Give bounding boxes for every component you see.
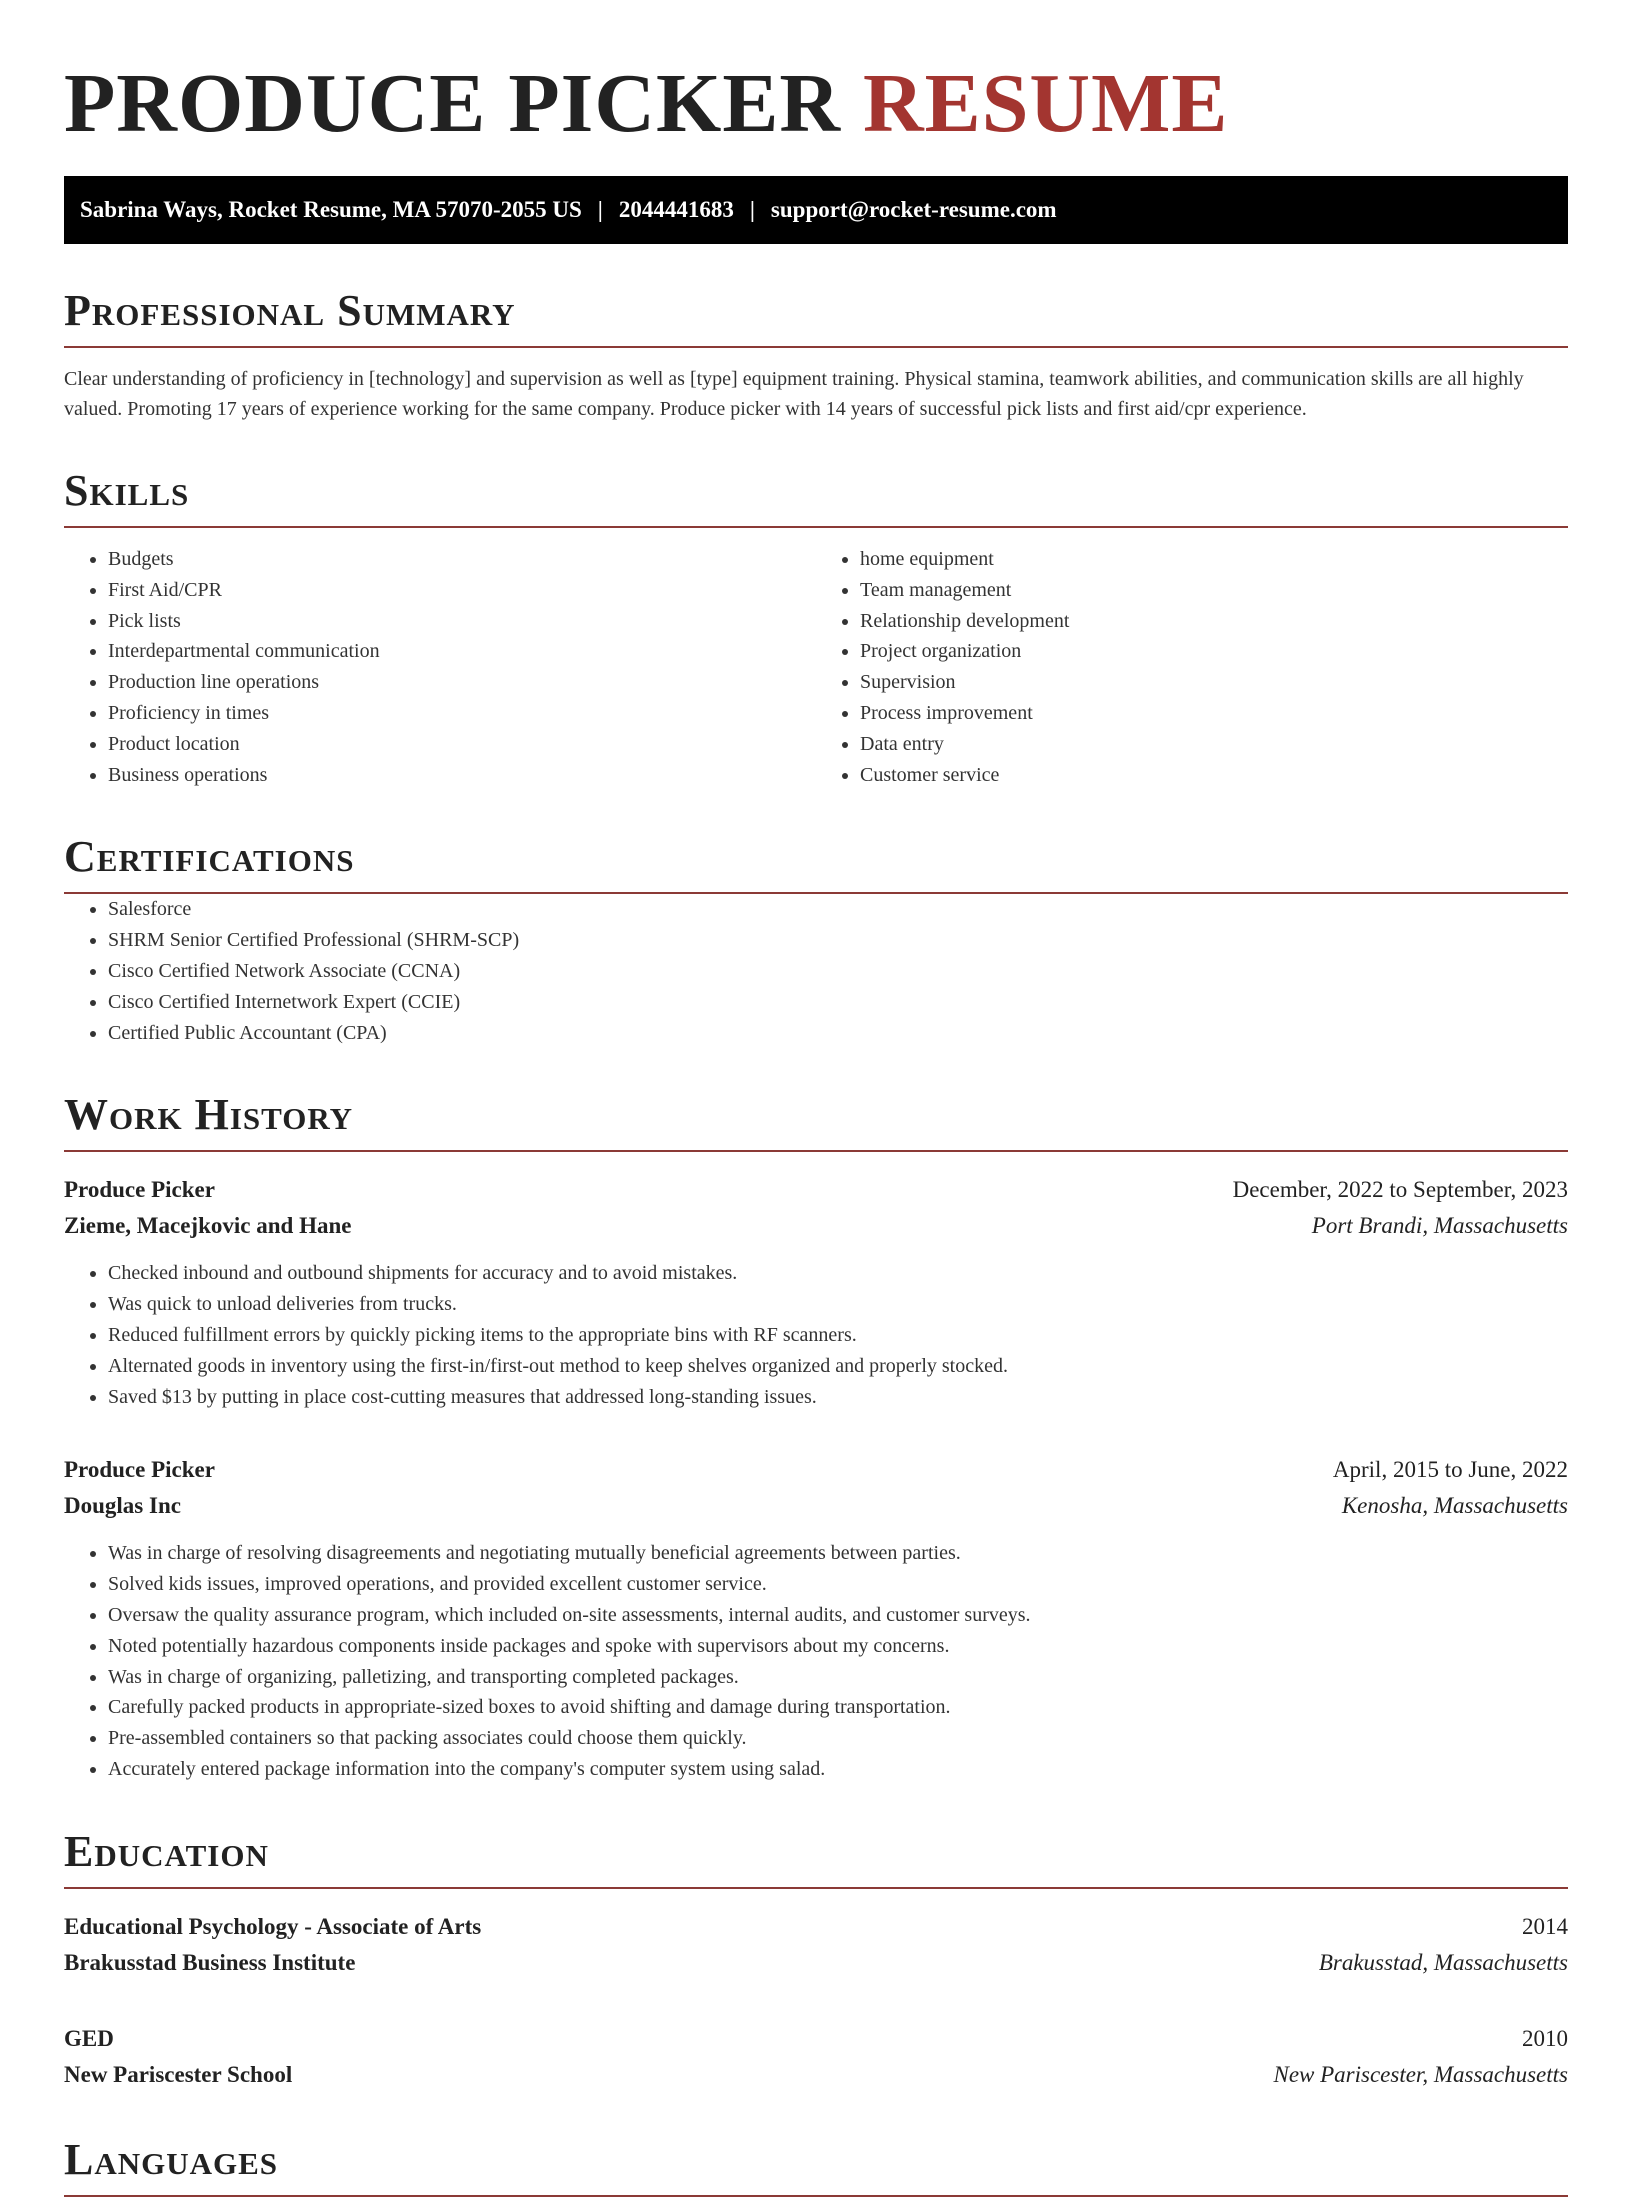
job-bullet: • Noted potentially hazardous components inside packages and spoke with supervisors about my concerns.: [108, 1631, 1568, 1662]
job-company: Douglas Inc: [64, 1493, 181, 1519]
contact-address: Sabrina Ways, Rocket Resume, MA 57070-2055 US: [80, 197, 582, 222]
skill-item: • Team management: [860, 575, 1568, 606]
certification-item: • Cisco Certified Network Associate (CCNA): [108, 956, 1568, 987]
education-entry: [64, 2021, 1568, 2093]
job-title: Produce Picker: [64, 1177, 215, 1203]
job-bullet: • Was quick to unload deliveries from trucks.: [108, 1289, 1568, 1320]
job-bullet: • Reduced fulfillment errors by quickly picking items to the appropriate bins with RF scanners.: [108, 1320, 1568, 1351]
job-bullet: • Accurately entered package information into the company's computer system using salad.: [108, 1754, 1568, 1785]
education-header-row: [64, 2021, 1568, 2057]
certification-item: • Certified Public Accountant (CPA): [108, 1018, 1568, 1049]
resume-page: [0, 56, 1632, 2184]
skill-item: • Pick lists: [108, 606, 816, 637]
skills-heading: Skills: [64, 466, 1568, 528]
summary-text: Clear understanding of proficiency in [technology] and supervision as well as [type] equipment training. Physical stamina, teamwork abilities, and communication skills are all highly valued. Promoting 17 years of experience working for the same company. Produce picker with 14 years of successful pick lists and first aid/cpr experience.: [64, 368, 1524, 420]
education-header-row: [64, 1909, 1568, 1945]
skill-item: • Process improvement: [860, 698, 1568, 729]
skill-item: • First Aid/CPR: [108, 575, 816, 606]
summary-heading: Professional Summary: [64, 286, 1568, 348]
job-bullet: • Oversaw the quality assurance program, which included on-site assessments, internal audits, and customer surveys.: [108, 1600, 1568, 1631]
languages-section: [64, 2135, 1568, 2197]
skill-item: • Supervision: [860, 667, 1568, 698]
job-dates: April, 2015 to June, 2022: [1332, 1457, 1568, 1483]
education-degree: GED: [64, 2025, 114, 2051]
resume-title: [64, 56, 1568, 152]
skill-item: • Product location: [108, 729, 816, 760]
education-school: Brakusstad Business Institute: [64, 1949, 356, 1975]
job-entry: [64, 1452, 1568, 1784]
education-school-row: [64, 2057, 1568, 2093]
contact-email: support@rocket-resume.com: [770, 197, 1057, 222]
education-location: Brakusstad, Massachusetts: [1318, 1949, 1568, 1975]
certifications-section: [64, 832, 1568, 1048]
certification-item: • Salesforce: [108, 894, 1568, 925]
job-bullet: • Alternated goods in inventory using the first-in/first-out method to keep shelves organized and properly stocked.: [108, 1351, 1568, 1382]
job-header-row: [64, 1452, 1568, 1488]
certification-item: • SHRM Senior Certified Professional (SHRM-SCP): [108, 925, 1568, 956]
summary-section: [64, 286, 1568, 424]
job-bullets: [64, 1538, 1568, 1784]
certification-item: • Cisco Certified Internetwork Expert (CCIE): [108, 987, 1568, 1018]
job-title: Produce Picker: [64, 1457, 215, 1483]
skill-item: • Project organization: [860, 636, 1568, 667]
job-bullet: • Checked inbound and outbound shipments for accuracy and to avoid mistakes.: [108, 1258, 1568, 1289]
work-history-section: [64, 1090, 1568, 1784]
education-section: [64, 1827, 1568, 2093]
skill-item: • Interdepartmental communication: [108, 636, 816, 667]
job-company: Zieme, Macejkovic and Hane: [64, 1213, 352, 1239]
languages-heading: Languages: [64, 2135, 1568, 2197]
skill-item: • Proficiency in times: [108, 698, 816, 729]
skill-item: • home equipment: [860, 544, 1568, 575]
certifications-list: [64, 894, 1568, 1048]
job-bullet: • Was in charge of organizing, palletizing, and transporting completed packages.: [108, 1662, 1568, 1693]
job-location: Kenosha, Massachusetts: [1341, 1493, 1568, 1519]
work-history-heading: Work History: [64, 1090, 1568, 1152]
contact-bar: [64, 176, 1568, 244]
job-header-row: [64, 1172, 1568, 1208]
job-company-row: [64, 1208, 1568, 1244]
contact-phone: 2044441683: [618, 197, 734, 222]
job-entry: [64, 1172, 1568, 1412]
job-bullets: [64, 1258, 1568, 1412]
skill-item: • Budgets: [108, 544, 816, 575]
education-year: 2010: [1522, 2025, 1568, 2051]
job-bullet: • Was in charge of resolving disagreements and negotiating mutually beneficial agreements between parties.: [108, 1538, 1568, 1569]
job-dates: December, 2022 to September, 2023: [1232, 1177, 1568, 1203]
education-degree: Educational Psychology - Associate of Arts: [64, 1913, 482, 1939]
title-accent: RESUME: [863, 57, 1229, 150]
skills-columns: [64, 544, 1568, 790]
education-heading: Education: [64, 1827, 1568, 1889]
skills-right-list: [816, 544, 1568, 790]
title-main: PRODUCE PICKER: [64, 57, 842, 150]
skill-item: • Data entry: [860, 729, 1568, 760]
contact-separator: |: [749, 197, 755, 222]
skill-item: • Relationship development: [860, 606, 1568, 637]
job-bullet: • Saved $13 by putting in place cost-cutting measures that addressed long-standing issues.: [108, 1382, 1568, 1413]
skill-item: • Customer service: [860, 760, 1568, 791]
skill-item: • Business operations: [108, 760, 816, 791]
education-school: New Pariscester School: [64, 2061, 293, 2087]
education-school-row: [64, 1945, 1568, 1981]
education-entry: [64, 1909, 1568, 1981]
education-year: 2014: [1522, 1913, 1568, 1939]
job-bullet: • Pre-assembled containers so that packing associates could choose them quickly.: [108, 1723, 1568, 1754]
education-location: New Pariscester, Massachusetts: [1273, 2061, 1568, 2087]
skills-left-list: [64, 544, 816, 790]
skills-section: [64, 466, 1568, 790]
job-location: Port Brandi, Massachusetts: [1311, 1213, 1568, 1239]
certifications-heading: Certifications: [64, 832, 1568, 894]
contact-separator: |: [597, 197, 603, 222]
job-bullet: • Carefully packed products in appropriate-sized boxes to avoid shifting and damage during transportation.: [108, 1692, 1568, 1723]
skill-item: • Production line operations: [108, 667, 816, 698]
job-company-row: [64, 1488, 1568, 1524]
job-bullet: • Solved kids issues, improved operations, and provided excellent customer service.: [108, 1569, 1568, 1600]
